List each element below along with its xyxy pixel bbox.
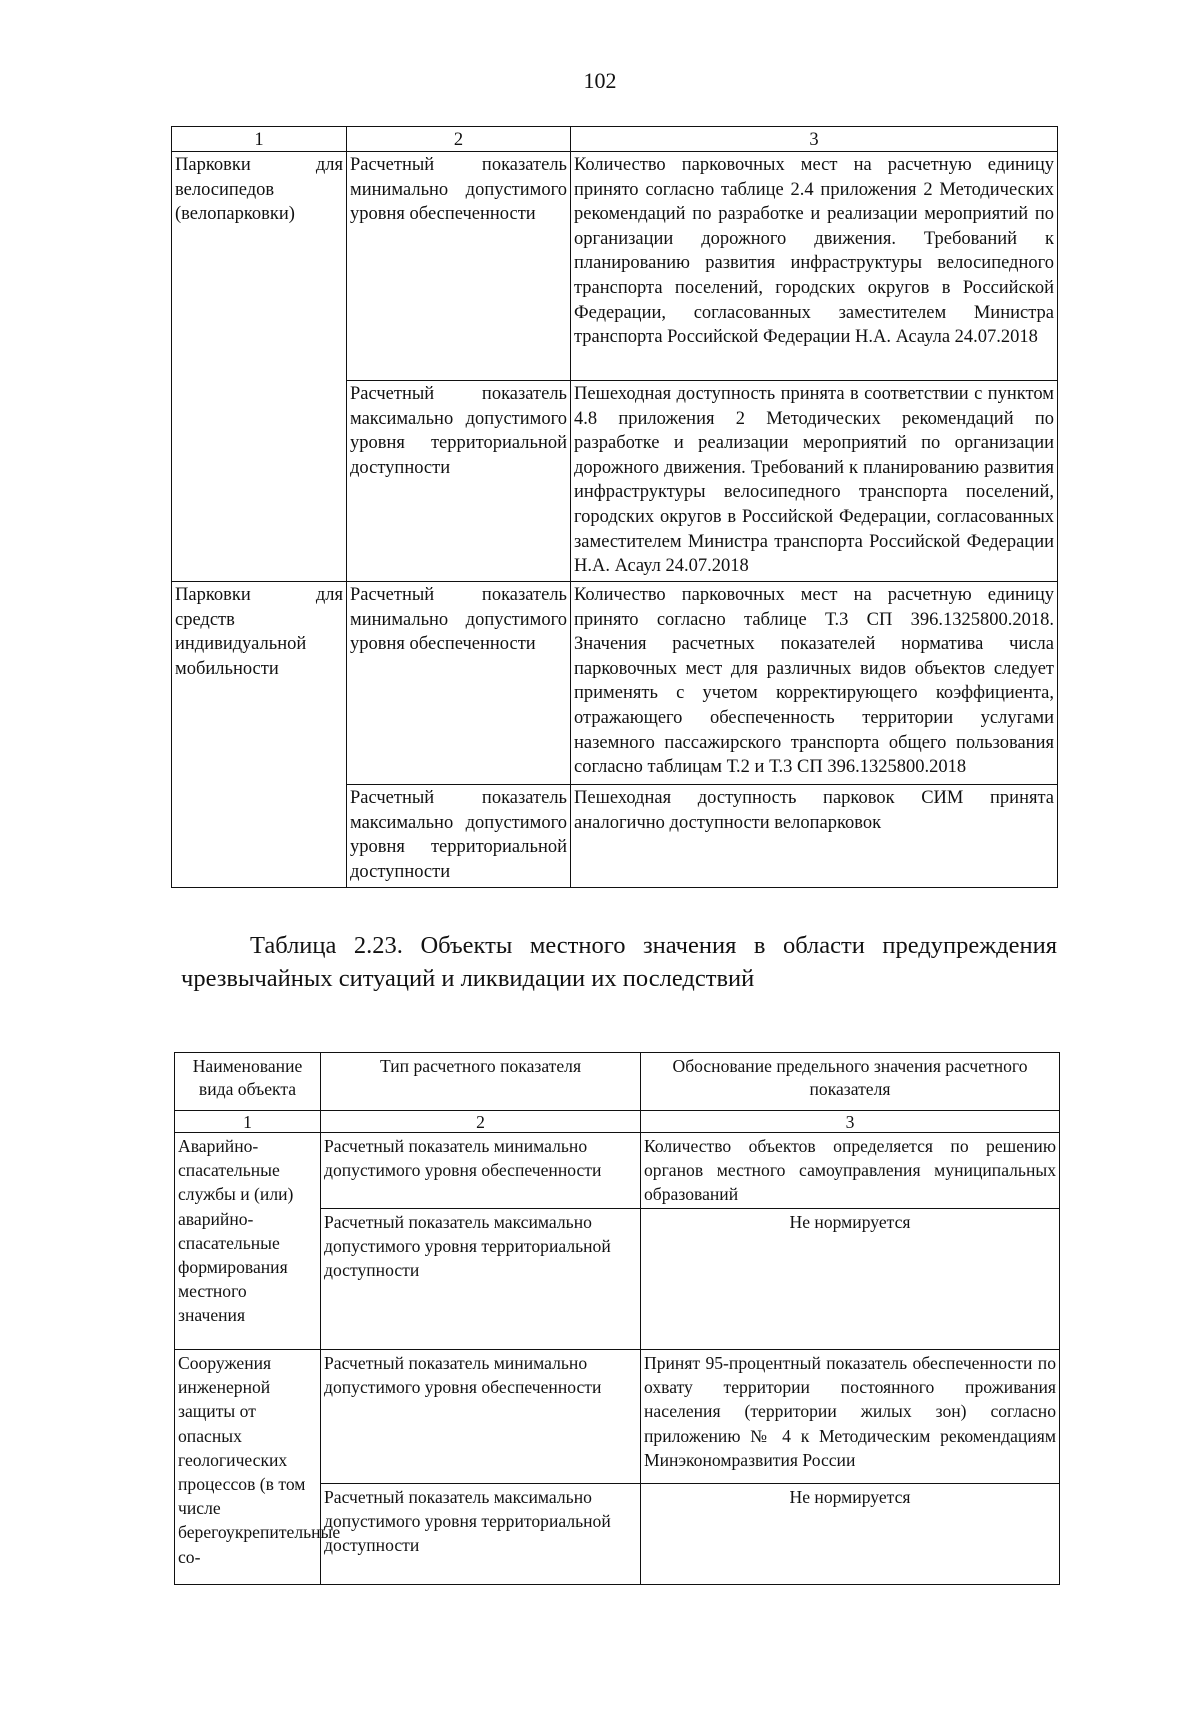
table-caption: Таблица 2.23. Объекты местного значения в области предупреждения чрезвычайных ситуаций и ликвидации их последствий bbox=[181, 932, 1057, 992]
justification-cell: Количество объектов определяется по решению органов местного самоуправления муниципальных образований bbox=[641, 1133, 1060, 1209]
table-row bbox=[175, 1350, 1060, 1484]
table-header-row bbox=[175, 1053, 1060, 1111]
justification-cell: Не нормируется bbox=[641, 1484, 1060, 1585]
object-type-cell: Сооружения инженерной защиты от опасных геологических процессов (в том числе берегоукрепительные со- bbox=[175, 1350, 321, 1585]
indicator-type-cell: Расчетный показатель минимально допустимого уровня обеспеченности bbox=[321, 1133, 641, 1209]
page-number: 102 bbox=[583, 68, 617, 93]
column-number: 1 bbox=[175, 1111, 321, 1133]
justification-cell: Количество парковочных мест на расчетную единицу принято согласно таблице Т.3 СП 396.1325800.2018. Значения расчетных показателей норматива числа парковочных мест для различных видов объектов следует применять с учетом корректирующего коэффициента, отражающего обеспеченность территории услугами наземного пассажирского транспорта общего пользования согласно таблицам Т.2 и Т.3 СП 396.1325800.2018 bbox=[571, 582, 1058, 785]
justification-cell: Принят 95-процентный показатель обеспеченности по охвату территории постоянного проживания населения (территории жилых зон) согласно приложению № 4 к Методическим рекомендациям Минэкономразвития России bbox=[641, 1350, 1060, 1484]
table-row bbox=[175, 1133, 1060, 1209]
indicator-type-cell: Расчетный показатель минимально допустимого уровня обеспеченности bbox=[347, 152, 571, 381]
column-number: 2 bbox=[321, 1111, 641, 1133]
indicator-type-cell: Расчетный показатель минимально допустимого уровня обеспеченности bbox=[321, 1350, 641, 1484]
indicator-type-cell: Расчетный показатель максимально допустимого уровня территориальной доступности bbox=[347, 381, 571, 582]
indicator-type-cell: Расчетный показатель максимально допустимого уровня территориальной доступности bbox=[321, 1484, 641, 1585]
justification-cell: Пешеходная доступность парковок СИМ принята аналогично доступности велопарковок bbox=[571, 785, 1058, 888]
column-number: 1 bbox=[172, 127, 347, 152]
indicator-type-cell: Расчетный показатель максимально допустимого уровня территориальной доступности bbox=[347, 785, 571, 888]
object-type-cell: Парковки для средств индивидуальной мобильности bbox=[172, 582, 347, 888]
indicator-type-cell: Расчетный показатель минимально допустимого уровня обеспеченности bbox=[347, 582, 571, 785]
column-number: 3 bbox=[571, 127, 1058, 152]
table-column-numbers bbox=[172, 127, 1058, 152]
object-type-cell: Парковки для велосипедов (велопарковки) bbox=[172, 152, 347, 582]
justification-cell: Количество парковочных мест на расчетную единицу принято согласно таблице 2.4 приложения 2 Методических рекомендаций по разработке и реализации мероприятий по организации дорожного движения. Требований к планированию развития инфраструктуры велосипедного транспорта поселений, городских округов в Российской Федерации, согласованных заместителем Министра транспорта Российской Федерации Н.А. Асаула 24.07.2018 bbox=[571, 152, 1058, 381]
justification-cell: Не нормируется bbox=[641, 1209, 1060, 1350]
column-header: Наименование вида объекта bbox=[175, 1053, 321, 1111]
table-parking bbox=[171, 126, 1058, 888]
column-header: Тип расчетного показателя bbox=[321, 1053, 641, 1111]
indicator-type-cell: Расчетный показатель максимально допустимого уровня территориальной доступности bbox=[321, 1209, 641, 1350]
object-type-cell: Аварийно-спасательные службы и (или) аварийно-спасательные формирования местного значения bbox=[175, 1133, 321, 1350]
justification-cell: Пешеходная доступность принята в соответствии с пунктом 4.8 приложения 2 Методических рекомендаций по разработке и реализации мероприятий по организации дорожного движения. Требований к планированию развития инфраструктуры велосипедного транспорта поселений, городских округов в Российской Федерации, согласованных заместителем Министра транспорта Российской Федерации Н.А. Асаул 24.07.2018 bbox=[571, 381, 1058, 582]
column-number: 3 bbox=[641, 1111, 1060, 1133]
table-emergency-objects bbox=[174, 1052, 1060, 1585]
table-row bbox=[172, 582, 1058, 785]
table-row bbox=[172, 152, 1058, 381]
column-header: Обоснование предельного значения расчетного показателя bbox=[641, 1053, 1060, 1111]
column-number: 2 bbox=[347, 127, 571, 152]
table-column-numbers bbox=[175, 1111, 1060, 1133]
